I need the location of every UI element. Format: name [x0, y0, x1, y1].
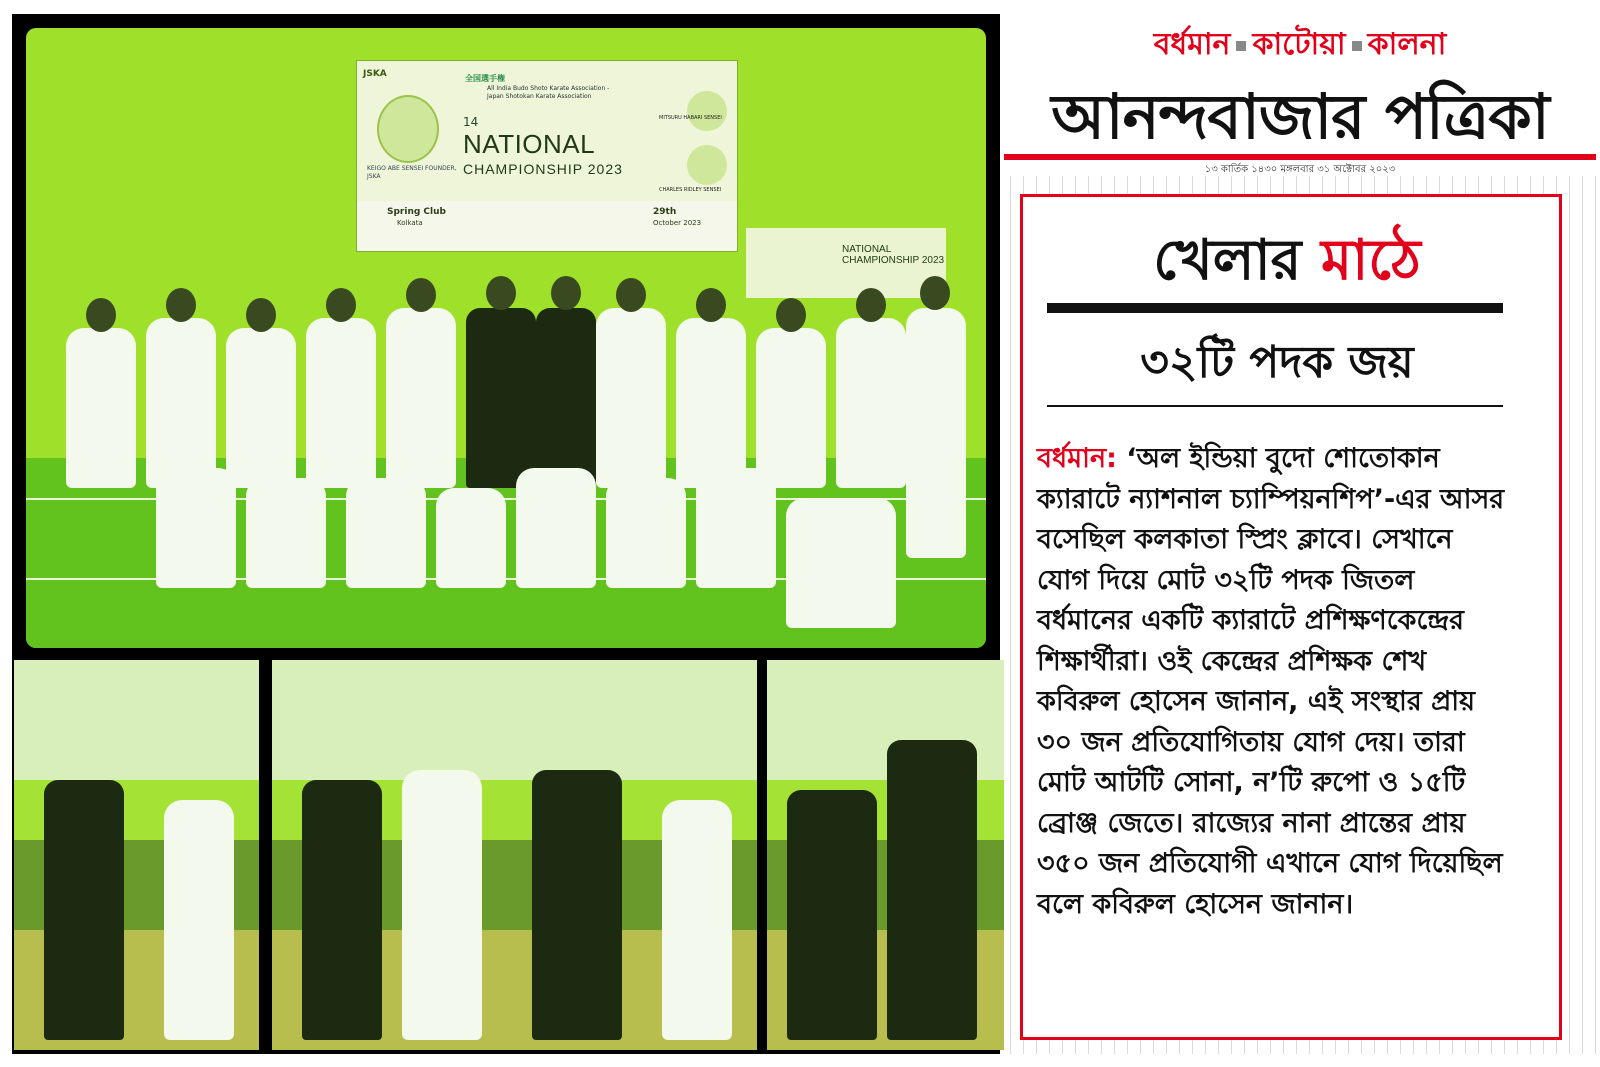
championship-banner — [356, 60, 738, 252]
backdrop — [272, 660, 517, 780]
presenter — [302, 780, 382, 1040]
coach — [466, 308, 536, 488]
section-title-black: খেলার — [1153, 227, 1321, 293]
presenter — [44, 780, 124, 1040]
athlete — [596, 308, 666, 488]
athlete-head — [406, 278, 436, 312]
award-photo-2 — [272, 660, 517, 1050]
banner-association: All India Budo Shoto Karate Association - Japan Shotokan Karate Association — [487, 85, 610, 100]
guest-portrait — [687, 145, 727, 185]
athlete — [306, 318, 376, 488]
separator-square — [1236, 41, 1246, 51]
photo-collage — [12, 14, 1000, 1054]
athlete — [66, 328, 136, 488]
edition-line — [1004, 20, 1596, 71]
banner-city: Kolkata — [397, 219, 423, 227]
headline-rule — [1047, 405, 1503, 407]
athlete — [756, 328, 826, 488]
athlete-head — [856, 288, 886, 322]
athlete-kneeling — [696, 468, 776, 588]
guest-caption: CHARLES RIDLEY SENSEI — [659, 187, 722, 193]
secondary-banner-title: NATIONAL CHAMPIONSHIP 2023 — [842, 244, 945, 266]
edition-name: কাটোয়া — [1252, 27, 1346, 62]
award-photo-1 — [14, 660, 259, 1050]
presenter — [532, 770, 622, 1040]
athlete — [226, 328, 296, 488]
issue-dateline: ১৩ কার্তিক ১৪৩০ মঙ্গলবার ৩১ অক্টোবর ২০২৩ — [1204, 164, 1396, 175]
guest-caption: MITSURU HABARI SENSEI — [659, 115, 722, 121]
athlete-kneeling — [786, 498, 896, 628]
athlete-head — [166, 288, 196, 322]
coach-head — [551, 276, 581, 310]
athlete-head — [246, 298, 276, 332]
article-headline: ৩২টি পদক জয় — [1140, 337, 1414, 388]
section-title-red: মাঠে — [1320, 227, 1421, 293]
banner-subtitle: CHAMPIONSHIP 2023 — [463, 161, 623, 177]
awardee — [164, 800, 234, 1040]
coach-head — [486, 276, 516, 310]
award-photo-3 — [512, 660, 757, 1050]
section-rule — [1047, 303, 1503, 313]
athlete-kneeling — [606, 478, 686, 588]
award-photo-4 — [767, 660, 1012, 1050]
banner-kanji: 全国選手権 — [465, 74, 505, 83]
edition-name: কালনা — [1367, 27, 1447, 62]
coach — [536, 308, 596, 488]
newspaper-clipping — [1004, 14, 1596, 1054]
banner-date: 29th — [653, 207, 677, 217]
banner-edition-number: 14 — [463, 115, 479, 129]
banner-month: October 2023 — [653, 219, 702, 227]
athlete-kneeling — [436, 488, 506, 588]
athlete — [836, 318, 906, 488]
separator-square — [1352, 41, 1362, 51]
founder-caption: KEIGO ABE SENSEI FOUNDER, JSKA — [367, 165, 457, 180]
guest-portrait — [687, 91, 727, 131]
athlete-head — [616, 278, 646, 312]
newspaper-masthead: আনন্দবাজার পত্রিকা — [1051, 80, 1549, 153]
athlete-kneeling — [246, 478, 326, 588]
backdrop — [512, 660, 757, 780]
athlete-kneeling — [346, 478, 426, 588]
athlete — [386, 308, 456, 488]
article-text: ‘অল ইন্ডিয়া বুদো শোতোকান ক্যারাটে ন্যাশনাল চ্যাম্পিয়নশিপ’-এর আসর বসেছিল কলকাতা স্প্রিং ক্লাবে। সেখানে যোগ দিয়ে মোট ৩২টি পদক জিতল বর্ধমানের একটি ক্যারাটে প্রশিক্ষণকেন্দ্রের শিক্ষার্থীরা। ওই কেন্দ্রের প্রশিক্ষক শেখ কবিরুল হোসেন জানান, এই সংস্থার প্রায় ৩০ জন প্রতিযোগিতায় যোগ দেয়। তারা মোট আটটি সোনা, ন’টি রুপো ও ১৫টি ব্রোঞ্জ জেতে। রাজ্যের নানা প্রান্তের প্রায় ৩৫০ জন প্রতিযোগী এখানে যোগ দিয়েছিল বলে কবিরুল হোসেন জানান। — [1037, 443, 1505, 920]
athlete — [906, 308, 966, 558]
backdrop — [14, 660, 259, 780]
athlete-head — [776, 298, 806, 332]
athlete-head — [920, 276, 950, 310]
edition-name: বর্ধমান — [1153, 27, 1231, 62]
article-place: বর্ধমান: — [1037, 443, 1117, 474]
banner-title: NATIONAL — [463, 129, 596, 159]
group-photo — [26, 28, 986, 648]
athlete-head — [326, 288, 356, 322]
banner-venue: Spring Club — [387, 207, 446, 217]
section-title — [1047, 217, 1527, 311]
article-box — [1020, 194, 1562, 1040]
athlete-head — [696, 288, 726, 322]
article-body — [1037, 439, 1507, 925]
athlete — [146, 318, 216, 488]
awardee — [402, 770, 482, 1040]
founder-portrait — [377, 95, 439, 163]
masthead-rule — [1004, 154, 1596, 160]
jska-logo-text: JSKA — [363, 69, 387, 79]
athlete-kneeling — [516, 468, 596, 588]
karate-team — [56, 268, 956, 638]
athlete — [676, 318, 746, 488]
awardee — [887, 740, 977, 1040]
athlete-kneeling — [156, 468, 236, 588]
athlete-head — [86, 298, 116, 332]
presenter — [787, 790, 877, 1040]
awardee — [662, 800, 732, 1040]
